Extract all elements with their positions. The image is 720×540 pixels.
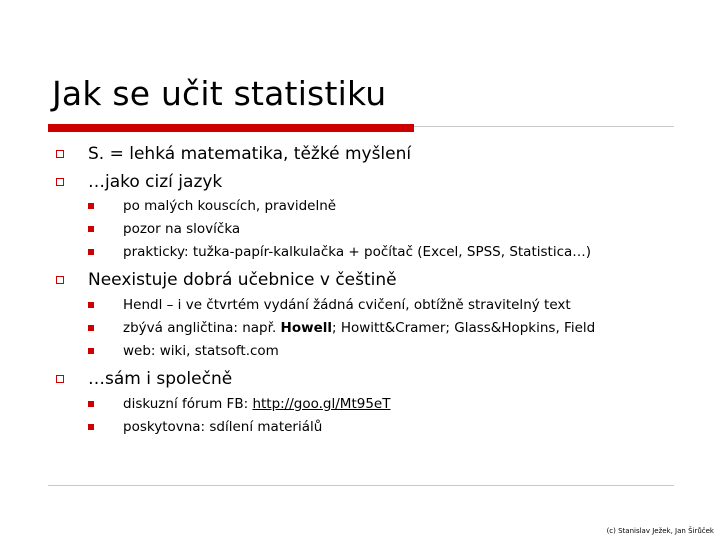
bullet-item	[56, 172, 222, 192]
sub-bullet-text: pozor na slovíčka	[123, 221, 241, 237]
filled-square-bullet-icon	[88, 424, 94, 430]
sub-bullet-item	[88, 419, 322, 435]
bullet-item	[56, 144, 411, 164]
author-name-bold: Howell	[280, 320, 332, 336]
sub-bullet-item	[88, 198, 336, 214]
bullet-item	[56, 270, 397, 290]
filled-square-bullet-icon	[88, 226, 94, 232]
bullet-item	[56, 369, 232, 389]
title-underline-rule	[414, 126, 674, 127]
filled-square-bullet-icon	[88, 203, 94, 209]
bullet-text: S. = lehká matematika, těžké myšlení	[88, 144, 412, 164]
hollow-square-bullet-icon	[56, 178, 64, 186]
sub-bullet-item	[88, 396, 390, 412]
sub-bullet-text: prakticky: tužka-papír-kalkulačka + počítač (Excel, SPSS, Statistica…)	[123, 244, 592, 260]
footer-rule	[48, 485, 674, 486]
hollow-square-bullet-icon	[56, 276, 64, 284]
sub-bullet-item	[88, 343, 279, 359]
sub-bullet-text: poskytovna: sdílení materiálů	[123, 419, 323, 435]
bullet-text: …sám i společně	[88, 369, 233, 389]
filled-square-bullet-icon	[88, 401, 94, 407]
sub-bullet-text	[123, 396, 390, 412]
sub-bullet-text	[123, 320, 595, 336]
hollow-square-bullet-icon	[56, 150, 64, 158]
filled-square-bullet-icon	[88, 348, 94, 354]
filled-square-bullet-icon	[88, 249, 94, 255]
text-segment: diskuzní fórum FB:	[123, 396, 253, 412]
sub-bullet-item	[88, 297, 571, 313]
text-segment: ; Howitt&Cramer; Glass&Hopkins, Field	[332, 320, 596, 336]
sub-bullet-text: web: wiki, statsoft.com	[123, 343, 279, 359]
sub-bullet-text: Hendl – i ve čtvrtém vydání žádná cvičení, obtížně stravitelný text	[123, 297, 571, 313]
hollow-square-bullet-icon	[56, 375, 64, 383]
forum-link[interactable]: http://goo.gl/Mt95eT	[252, 396, 391, 412]
sub-bullet-item	[88, 244, 591, 260]
title-underline-accent	[48, 124, 414, 132]
footer-copyright: (c) Stanislav Ježek, Jan Širůček	[606, 527, 714, 535]
slide-title: Jak se učit statistiku	[52, 74, 387, 113]
sub-bullet-item	[88, 320, 595, 336]
sub-bullet-text: po malých kouscích, pravidelně	[123, 198, 337, 214]
bullet-text: Neexistuje dobrá učebnice v češtině	[88, 270, 397, 290]
filled-square-bullet-icon	[88, 302, 94, 308]
sub-bullet-item	[88, 221, 240, 237]
text-segment: zbývá angličtina: např.	[123, 320, 281, 336]
bullet-text: …jako cizí jazyk	[88, 172, 223, 192]
filled-square-bullet-icon	[88, 325, 94, 331]
